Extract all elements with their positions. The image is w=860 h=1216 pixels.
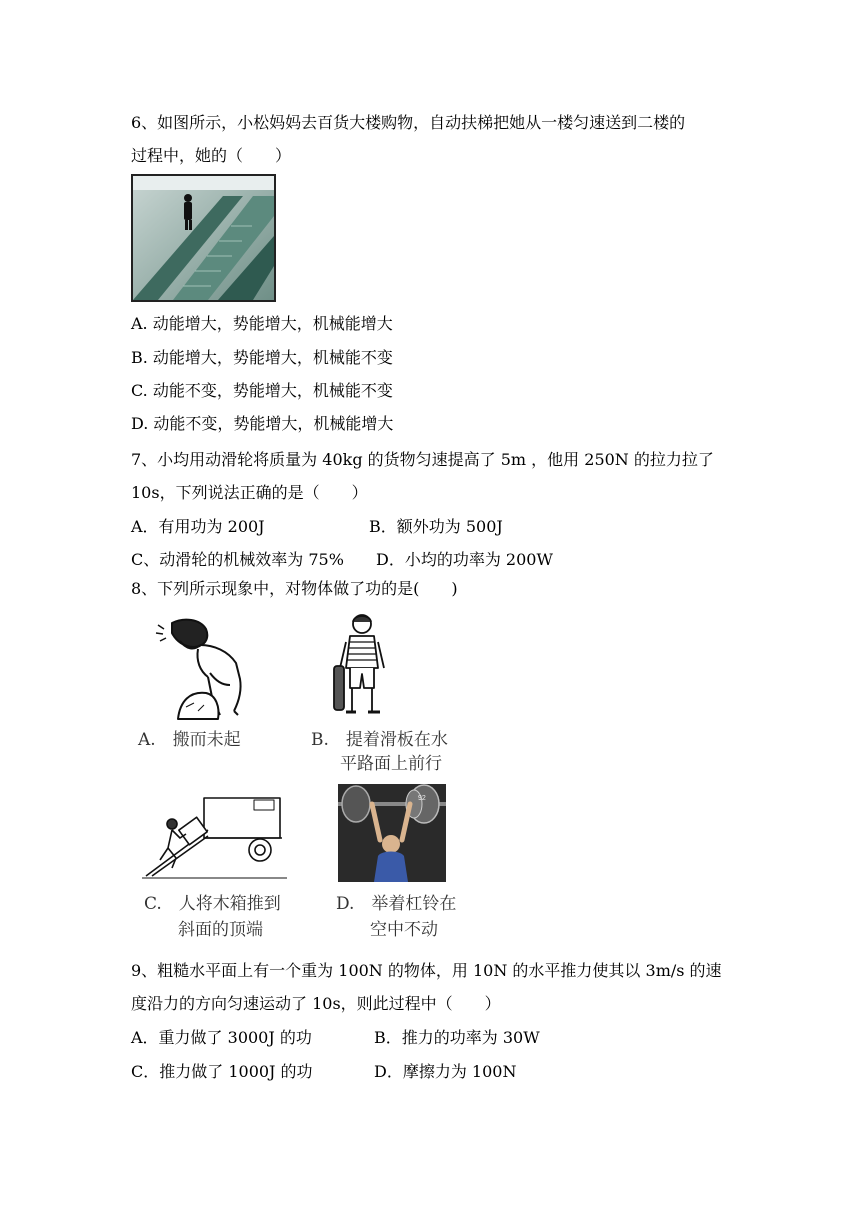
q9-option-a: A．重力做了 3000J 的功: [131, 1028, 312, 1047]
figure-d-holding-barbell: [338, 784, 446, 882]
barbell-plate-number: 92: [418, 795, 426, 802]
figure-b-caption-line1: B. 提着滑板在水: [311, 730, 448, 750]
q9-stem-line2: 度沿力的方向匀速运动了 10s，则此过程中（ ）: [131, 994, 501, 1013]
q6-stem-line2: 过程中，她的（ ）: [131, 146, 292, 165]
q6-stem-line1: 6、如图所示，小松妈妈去百货大楼购物，自动扶梯把她从一楼匀速送到二楼的: [131, 113, 686, 132]
figure-d-caption-line1: D. 举着杠铃在: [336, 894, 457, 914]
q7-option-d: D．小均的功率为 200W: [376, 550, 553, 569]
q7-option-a: A．有用功为 200J: [131, 517, 265, 536]
figure-a-caption: A. 搬而未起: [138, 730, 241, 750]
figure-c-caption-line1: C. 人将木箱推到: [144, 894, 281, 914]
q6-option-d: D. 动能不变，势能增大，机械能增大: [131, 414, 394, 433]
q9-option-b: B．推力的功率为 30W: [374, 1028, 540, 1047]
q7-option-c: C、动滑轮的机械效率为 75%: [131, 550, 344, 569]
q9-option-d: D．摩擦力为 100N: [374, 1062, 517, 1081]
escalator-image: [131, 174, 276, 302]
figure-c-caption-line2: 斜面的顶端: [178, 920, 263, 940]
q6-option-c: C. 动能不变，势能增大，机械能不变: [131, 381, 393, 400]
figure-b-caption-line2: 平路面上前行: [340, 754, 442, 774]
q8-stem: 8、下列所示现象中，对物体做了功的是( ): [131, 579, 458, 598]
q7-stem-line1: 7、小均用动滑轮将质量为 40kg 的货物匀速提高了 5m ，他用 250N 的拉力拉了: [131, 450, 714, 469]
q6-option-a: A. 动能增大，势能增大，机械能增大: [131, 314, 393, 333]
q6-option-b: B. 动能增大，势能增大，机械能不变: [131, 348, 393, 367]
figure-c-pushing-box-up-ramp: [142, 790, 287, 882]
q7-stem-line2: 10s，下列说法正确的是（ ）: [131, 483, 368, 502]
q9-option-c: C．推力做了 1000J 的功: [131, 1062, 313, 1081]
q7-option-b: B．额外功为 500J: [369, 517, 503, 536]
figure-a-lifting-stone: [150, 615, 260, 723]
figure-d-caption-line2: 空中不动: [370, 920, 438, 940]
figure-b-carrying-skateboard: [332, 612, 392, 724]
q9-stem-line1: 9、粗糙水平面上有一个重为 100N 的物体，用 10N 的水平推力使其以 3m/s 的速: [131, 961, 722, 980]
